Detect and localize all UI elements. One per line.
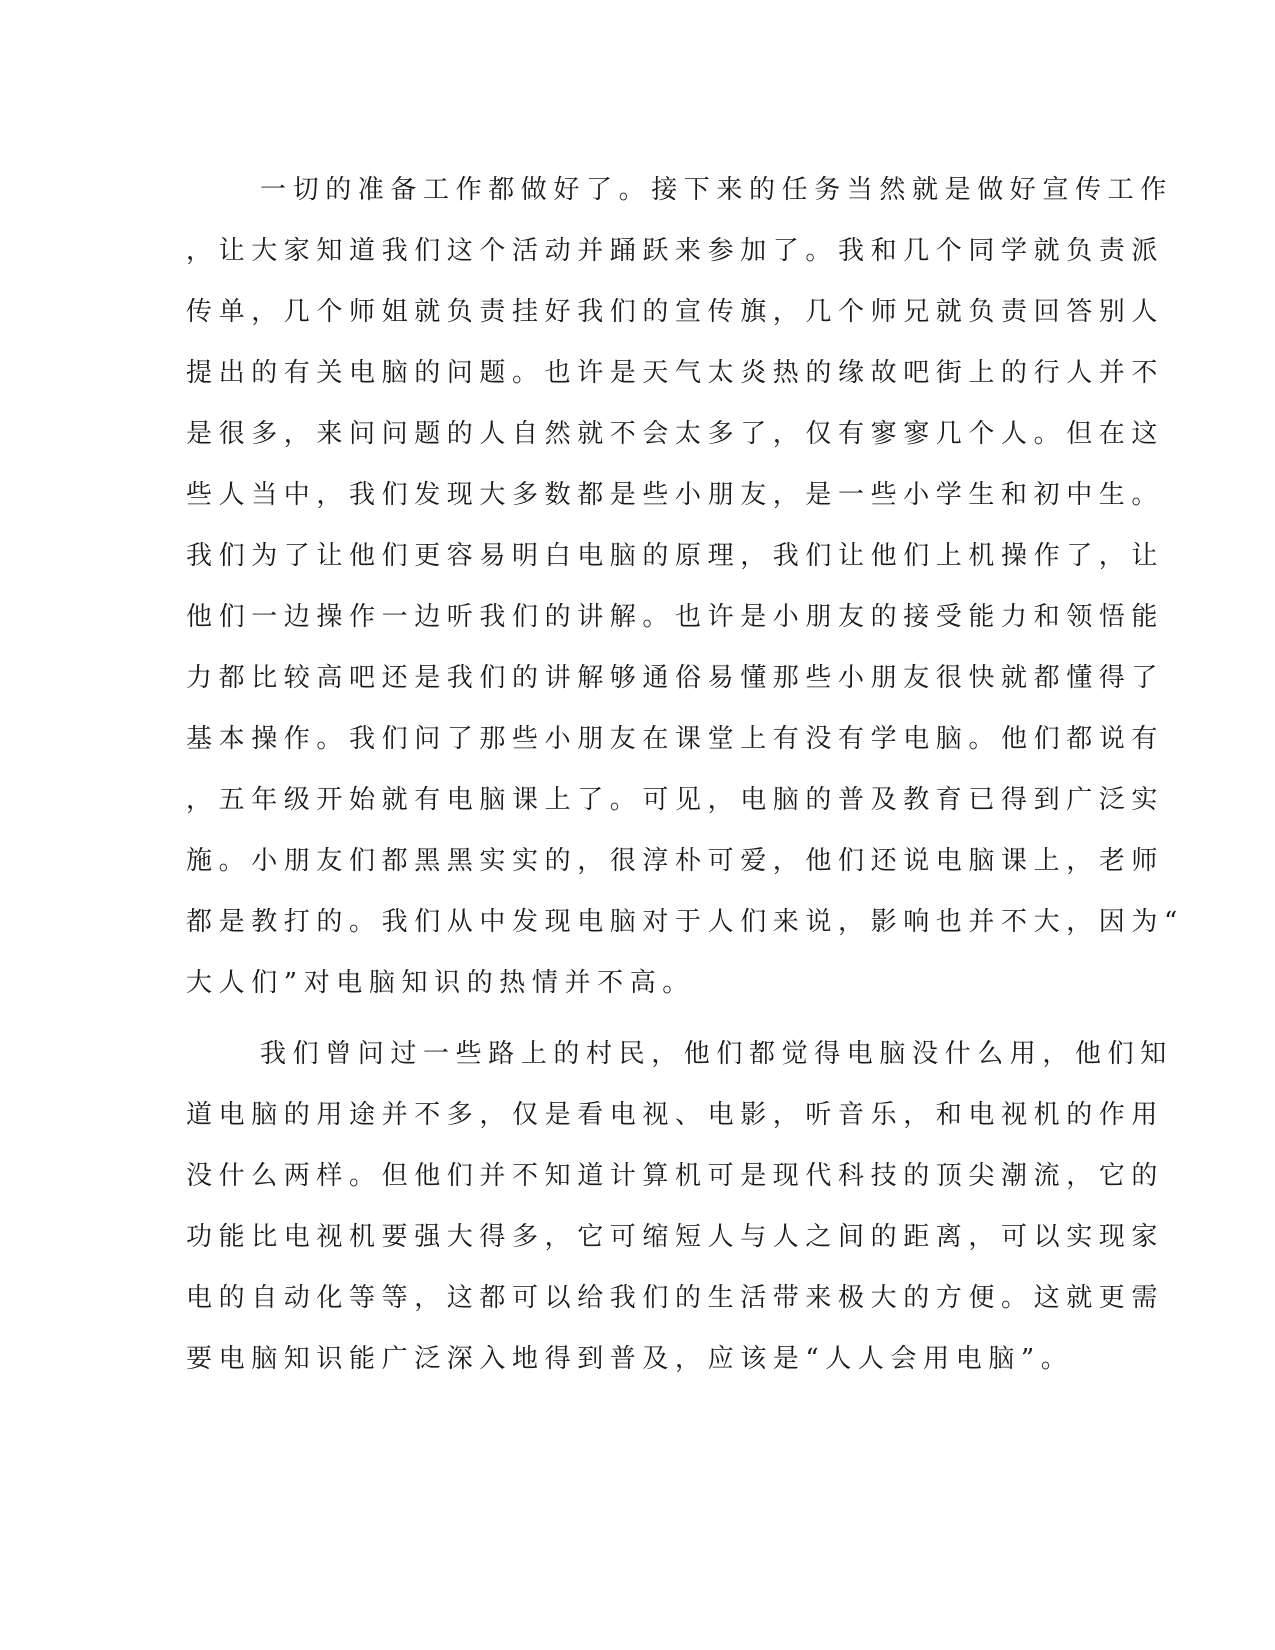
body-text: [186, 160, 1184, 1390]
paragraph-line: 都是教打的。我们从中发现电脑对于人们来说，影响也并不大，因为“: [186, 907, 1184, 937]
paragraph-line: ，五年级开始就有电脑课上了。可见，电脑的普及教育已得到广泛实: [186, 785, 1165, 815]
paragraph-2: [186, 1024, 1173, 1390]
paragraph-line: 些人当中，我们发现大多数都是些小朋友，是一些小学生和初中生。: [186, 480, 1165, 510]
paragraph-1: [186, 160, 1184, 1014]
paragraph-line: 要电脑知识能广泛深入地得到普及，应该是“人人会用电脑”。: [186, 1344, 1074, 1374]
paragraph-line: 没什么两样。但他们并不知道计算机可是现代科技的顶尖潮流，它的: [186, 1161, 1165, 1191]
paragraph-line: 是很多，来问问题的人自然就不会太多了，仅有寥寥几个人。但在这: [186, 419, 1165, 449]
paragraph-line: ，让大家知道我们这个活动并踊跃来参加了。我和几个同学就负责派: [186, 236, 1165, 266]
paragraph-line: 道电脑的用途并不多，仅是看电视、电影，听音乐，和电视机的作用: [186, 1100, 1165, 1130]
paragraph-line: 基本操作。我们问了那些小朋友在课堂上有没有学电脑。他们都说有: [186, 724, 1165, 754]
paragraph-line: 我们为了让他们更容易明白电脑的原理，我们让他们上机操作了，让: [186, 541, 1165, 571]
paragraph-line: 传单，几个师姐就负责挂好我们的宣传旗，几个师兄就负责回答别人: [186, 297, 1165, 327]
paragraph-line: 电的自动化等等，这都可以给我们的生活带来极大的方便。这就更需: [186, 1283, 1165, 1313]
paragraph-line: 施。小朋友们都黑黑实实的，很淳朴可爱，他们还说电脑课上，老师: [186, 846, 1165, 876]
paragraph-line: 他们一边操作一边听我们的讲解。也许是小朋友的接受能力和领悟能: [186, 602, 1165, 632]
paragraph-line: 一切的准备工作都做好了。接下来的任务当然就是做好宣传工作: [260, 175, 1173, 205]
paragraph-line: 提出的有关电脑的问题。也许是天气太炎热的缘故吧街上的行人并不: [186, 358, 1165, 388]
paragraph-spacer: [186, 1014, 1046, 1024]
paragraph-line: 力都比较高吧还是我们的讲解够通俗易懂那些小朋友很快就都懂得了: [186, 663, 1165, 693]
paragraph-line: 我们曾问过一些路上的村民，他们都觉得电脑没什么用，他们知: [260, 1039, 1173, 1069]
paragraph-line: 功能比电视机要强大得多，它可缩短人与人之间的距离，可以实现家: [186, 1222, 1165, 1252]
paragraph-line: 大人们”对电脑知识的热情并不高。: [186, 968, 695, 998]
